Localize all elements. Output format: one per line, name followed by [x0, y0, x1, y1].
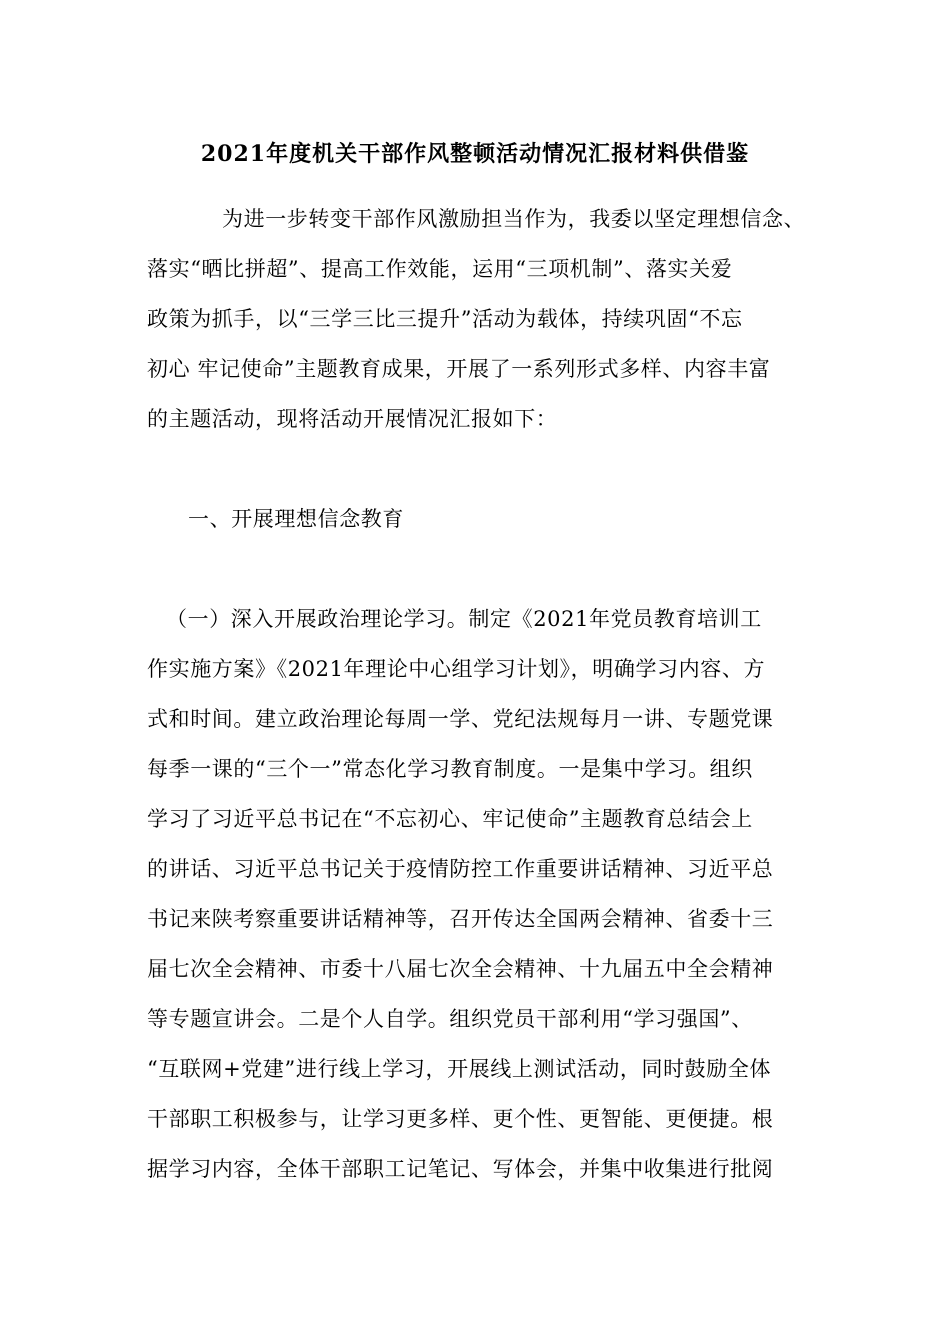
- section-heading: 一、开展理想信念教育: [188, 507, 404, 531]
- subsection-line: （一）深入开展政治理论学习。制定《2021年党员教育培训工: [166, 607, 762, 631]
- subsection-line: 据学习内容，全体干部职工记笔记、写体会，并集中收集进行批阅: [147, 1157, 774, 1181]
- subsection-line: 式和时间。建立政治理论每周一学、党纪法规每月一讲、专题党课: [147, 707, 774, 731]
- subsection-line: 每季一课的“三个一”常态化学习教育制度。一是集中学习。组织: [147, 757, 753, 781]
- intro-line: 为进一步转变干部作风激励担当作为，我委以坚定理想信念、: [222, 207, 806, 231]
- intro-line: 初心 牢记使命”主题教育成果，开展了一系列形式多样、内容丰富: [147, 357, 771, 381]
- document-title: 2021年度机关干部作风整顿活动情况汇报材料供借鉴: [200, 141, 750, 167]
- subsection-line: 的讲话、习近平总书记关于疫情防控工作重要讲话精神、习近平总: [147, 857, 774, 881]
- intro-line: 的主题活动，现将活动开展情况汇报如下：: [147, 407, 558, 431]
- subsection-line: 作实施方案》《2021年理论中心组学习计划》，明确学习内容、方: [147, 657, 766, 681]
- subsection-line: 学习了习近平总书记在“不忘初心、牢记使命”主题教育总结会上: [147, 807, 753, 831]
- intro-line: 政策为抓手，以“三学三比三提升”活动为载体，持续巩固“不忘: [147, 307, 743, 331]
- intro-line: 落实“晒比拼超”、提高工作效能，运用“三项机制”、落实关爱: [147, 257, 733, 281]
- subsection-line: 等专题宣讲会。二是个人自学。组织党员干部利用“学习强国”、: [147, 1007, 753, 1031]
- subsection-line: 书记来陕考察重要讲话精神等，召开传达全国两会精神、省委十三: [147, 907, 774, 931]
- subsection-line: 届七次全会精神、市委十八届七次全会精神、十九届五中全会精神: [147, 957, 774, 981]
- subsection-line: 干部职工积极参与，让学习更多样、更个性、更智能、更便捷。根: [147, 1107, 774, 1131]
- subsection-line: “互联网+党建”进行线上学习，开展线上测试活动，同时鼓励全体: [147, 1057, 772, 1081]
